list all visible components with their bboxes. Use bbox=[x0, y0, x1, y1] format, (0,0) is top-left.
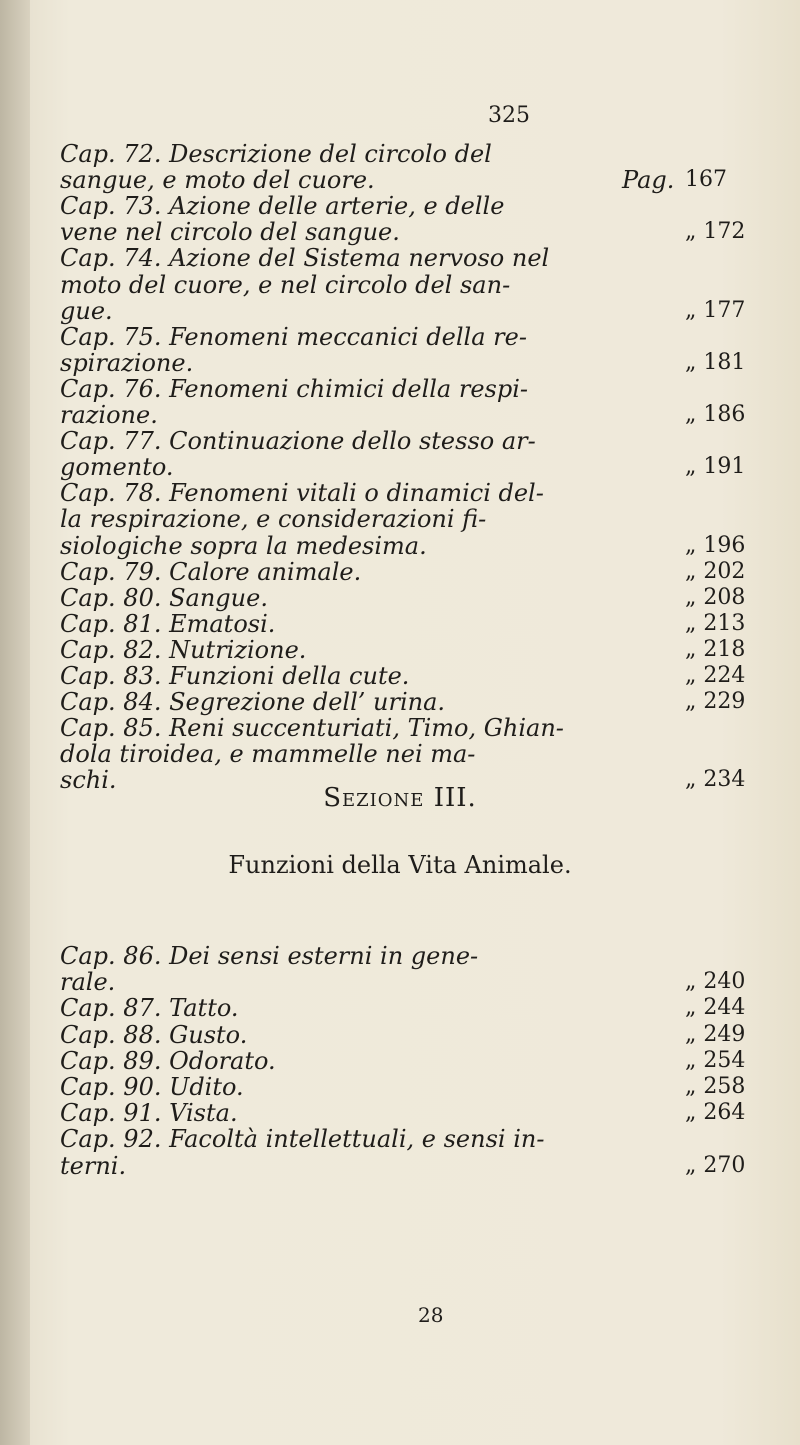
entry-text: razione. bbox=[60, 401, 158, 429]
page-reference: 167 bbox=[685, 167, 727, 193]
page-reference: „ 254 bbox=[685, 1047, 746, 1073]
entry-text: Cap. 73. Azione delle arterie, e delle bbox=[60, 192, 505, 221]
page-reference: „ 234 bbox=[685, 767, 746, 793]
entry-text: Cap. 81. Ematosi. bbox=[60, 609, 276, 638]
section-subheading: Funzioni della Vita Animale. bbox=[228, 851, 572, 879]
page-reference: „ 208 bbox=[685, 584, 746, 610]
page-reference: „ 240 bbox=[685, 969, 746, 995]
entry-text: moto del cuore, e nel circolo del san- bbox=[60, 270, 511, 299]
page-reference: „ 224 bbox=[685, 663, 746, 688]
page-reference: „ 229 bbox=[685, 689, 746, 715]
entry-text: Cap. 77. Continuazione dello stesso ar- bbox=[60, 427, 536, 456]
entry-text: terni. bbox=[60, 1151, 127, 1180]
page-reference: „ 249 bbox=[685, 1021, 746, 1047]
entry-text: Cap. 72. Descrizione del circolo del bbox=[60, 140, 492, 168]
index-entry-line bbox=[60, 1150, 772, 1182]
page-reference: „ 202 bbox=[685, 558, 746, 584]
entry-text: Cap. 86. Dei sensi esterni in gene- bbox=[60, 942, 479, 970]
entry-text: Cap. 78. Fenomeni vitali o dinamici del- bbox=[60, 479, 544, 508]
page-reference: „ 270 bbox=[685, 1152, 746, 1178]
entry-text: spirazione. bbox=[60, 348, 194, 377]
entry-text: vene nel circolo del sangue. bbox=[60, 218, 400, 247]
entry-text: gue. bbox=[60, 296, 113, 325]
page-label: Pag. bbox=[622, 166, 675, 195]
page-reference: „ 218 bbox=[685, 636, 746, 662]
entry-text: rale. bbox=[60, 968, 116, 997]
entry-text: Cap. 80. Sangue. bbox=[60, 583, 268, 612]
entry-text: Cap. 83. Funzioni della cute. bbox=[60, 662, 410, 690]
entry-text: sangue, e moto del cuore. bbox=[60, 166, 375, 195]
page-reference: „ 244 bbox=[685, 995, 746, 1021]
page-reference: „ 181 bbox=[685, 349, 746, 375]
entry-text: gomento. bbox=[60, 453, 174, 482]
entry-text: Cap. 74. Azione del Sistema nervoso nel bbox=[60, 244, 550, 273]
section-heading: Sezione III. bbox=[323, 783, 477, 813]
page-reference: „ 172 bbox=[685, 219, 746, 245]
page-reference: „ 191 bbox=[685, 454, 746, 480]
entry-text: Cap. 79. Calore animale. bbox=[60, 557, 362, 586]
entry-text: schi. bbox=[60, 766, 117, 795]
signature-mark: 28 bbox=[418, 1303, 444, 1327]
entry-text: Cap. 84. Segrezione dell’ urina. bbox=[60, 688, 446, 717]
page-number: 325 bbox=[488, 103, 530, 128]
page-reference: „ 258 bbox=[685, 1074, 746, 1099]
entry-text: dola tiroidea, e mammelle nei ma- bbox=[60, 740, 476, 769]
entry-text: Cap. 91. Vista. bbox=[60, 1099, 238, 1128]
entry-text: Cap. 76. Fenomeni chimici della respi- bbox=[60, 374, 529, 403]
entry-text: la respirazione, e considerazioni fi- bbox=[60, 505, 487, 534]
page-reference: „ 177 bbox=[685, 297, 746, 323]
page-reference: „ 213 bbox=[685, 610, 746, 636]
page-reference: „ 196 bbox=[685, 532, 746, 558]
page-reference: „ 186 bbox=[685, 402, 746, 427]
entry-text: Cap. 90. Udito. bbox=[60, 1073, 244, 1101]
entry-text: Cap. 85. Reni succenturiati, Timo, Ghian- bbox=[60, 714, 564, 743]
entry-text: Cap. 89. Odorato. bbox=[60, 1046, 276, 1075]
entry-text: Cap. 75. Fenomeni meccanici della re- bbox=[60, 322, 527, 351]
page-binding-edge bbox=[0, 0, 30, 1445]
entry-text: Cap. 82. Nutrizione. bbox=[60, 635, 307, 664]
page-reference: „ 264 bbox=[685, 1100, 746, 1126]
entry-text: siologiche sopra la medesima. bbox=[60, 531, 427, 560]
entry-text: Cap. 87. Tatto. bbox=[60, 994, 239, 1023]
entry-text: Cap. 88. Gusto. bbox=[60, 1020, 248, 1049]
entry-text: Cap. 92. Facoltà intellettuali, e sensi in- bbox=[60, 1125, 545, 1154]
